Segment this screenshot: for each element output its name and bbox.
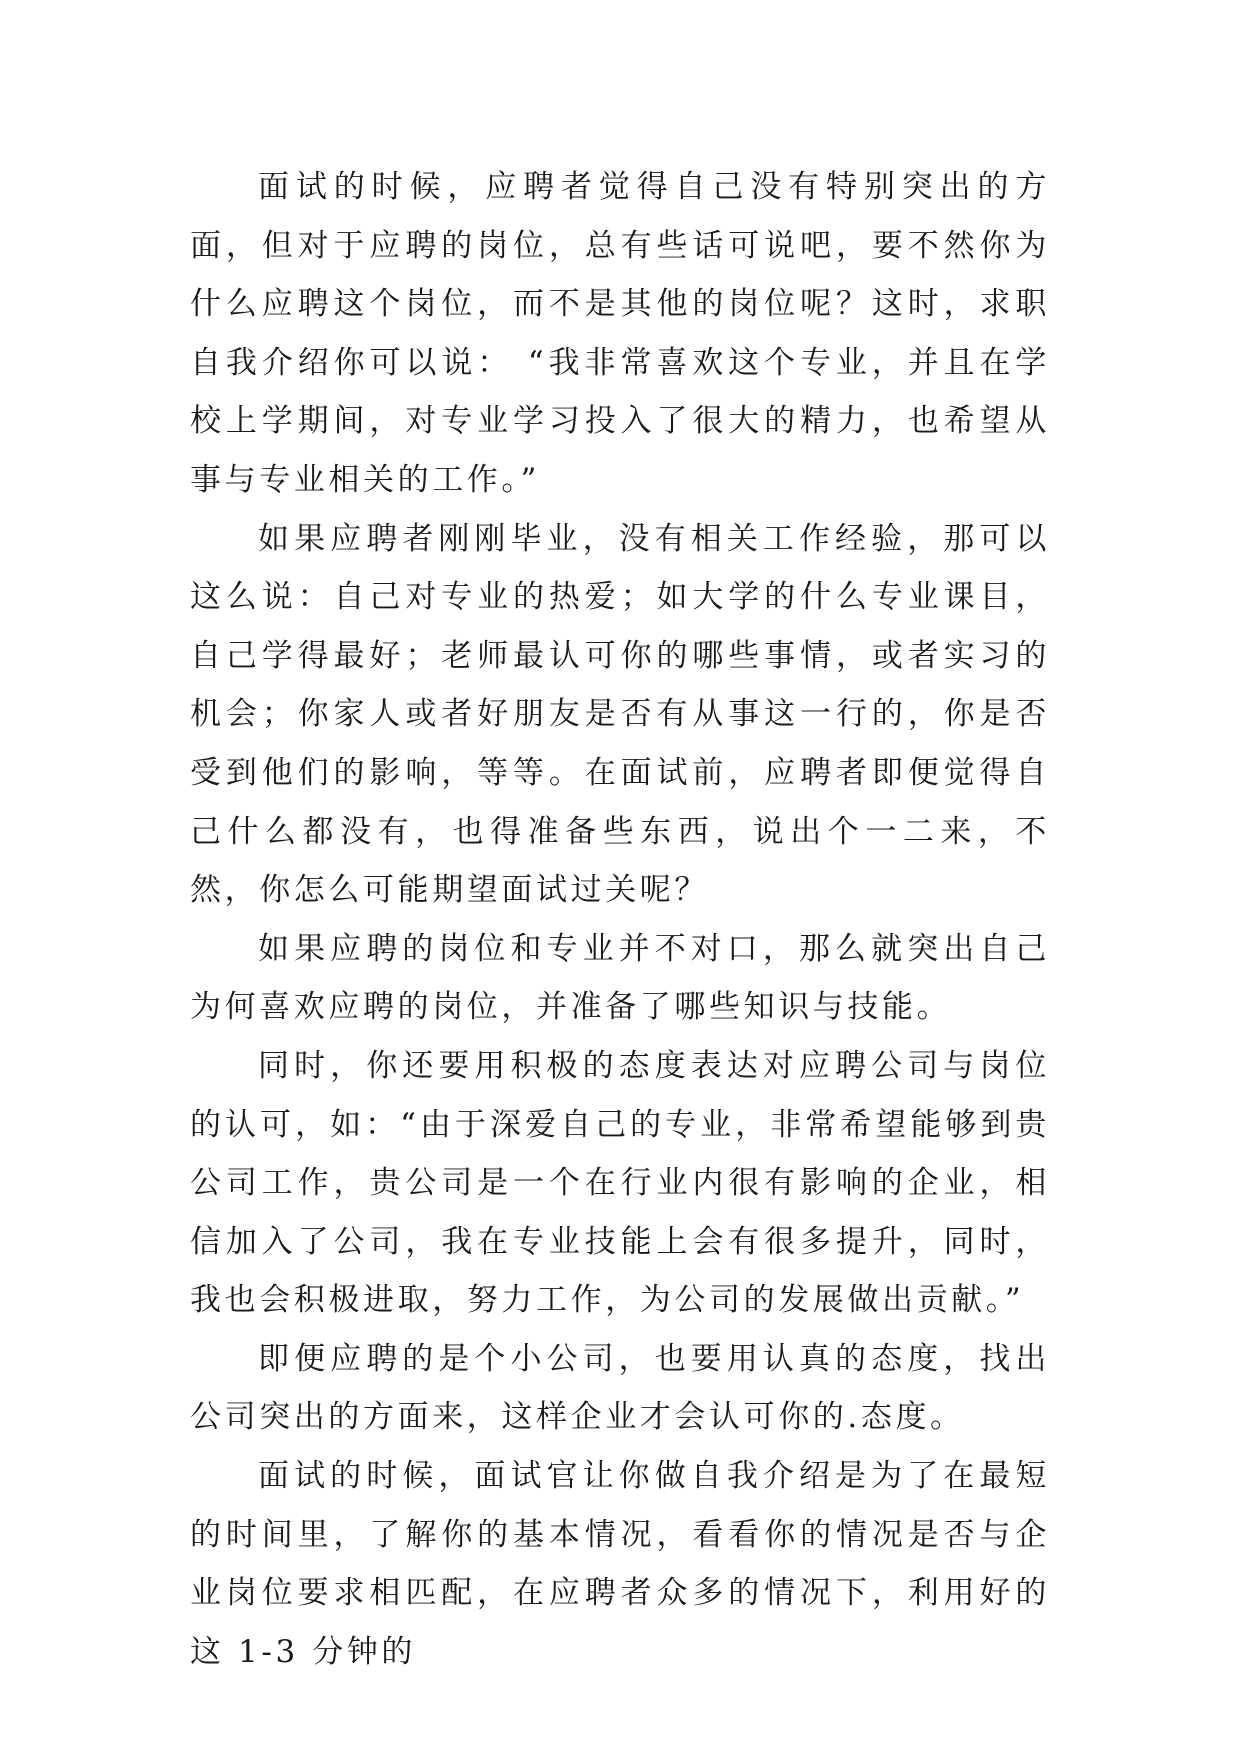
paragraph-1: 面试的时候，应聘者觉得自己没有特别突出的方面，但对于应聘的岗位，总有些话可说吧，要不然你为什么应聘这个岗位，而不是其他的岗位呢？这时，求职自我介绍你可以说： “我非常喜欢这个专业，并且在学校上学期间，对专业学习投入了很大的精力，也希望从事与专业相关的工作。” bbox=[190, 169, 1050, 498]
paragraph-2: 如果应聘者刚刚毕业，没有相关工作经验，那可以这么说：自己对专业的热爱；如大学的什么专业课目，自己学得最好；老师最认可你的哪些事情，或者实习的机会；你家人或者好朋友是否有从事这一行的，你是否受到他们的影响，等等。在面试前，应聘者即便觉得自己什么都没有，也得准备些东西，说出个一二来，不然，你怎么可能期望面试过关呢？ bbox=[190, 520, 1050, 909]
paragraph-3: 如果应聘的岗位和专业并不对口，那么就突出自己为何喜欢应聘的岗位，并准备了哪些知识与技能。 bbox=[190, 930, 1050, 1026]
paragraph-5: 即便应聘的是个小公司，也要用认真的态度，找出公司突出的方面来，这样企业才会认可你的.态度。 bbox=[190, 1340, 1050, 1436]
paragraph-6: 面试的时候，面试官让你做自我介绍是为了在最短的时间里，了解你的基本情况，看看你的情况是否与企业岗位要求相匹配，在应聘者众多的情况下，利用好的这 1-3 分钟的 bbox=[190, 1458, 1050, 1670]
paragraph-4: 同时，你还要用积极的态度表达对应聘公司与岗位的认可，如：“由于深爱自己的专业，非常希望能够到贵公司工作，贵公司是一个在行业内很有影响的企业，相信加入了公司，我在专业技能上会有很多提升，同时，我也会积极进取，努力工作，为公司的发展做出贡献。” bbox=[190, 1047, 1050, 1319]
document-body bbox=[190, 158, 1050, 1681]
